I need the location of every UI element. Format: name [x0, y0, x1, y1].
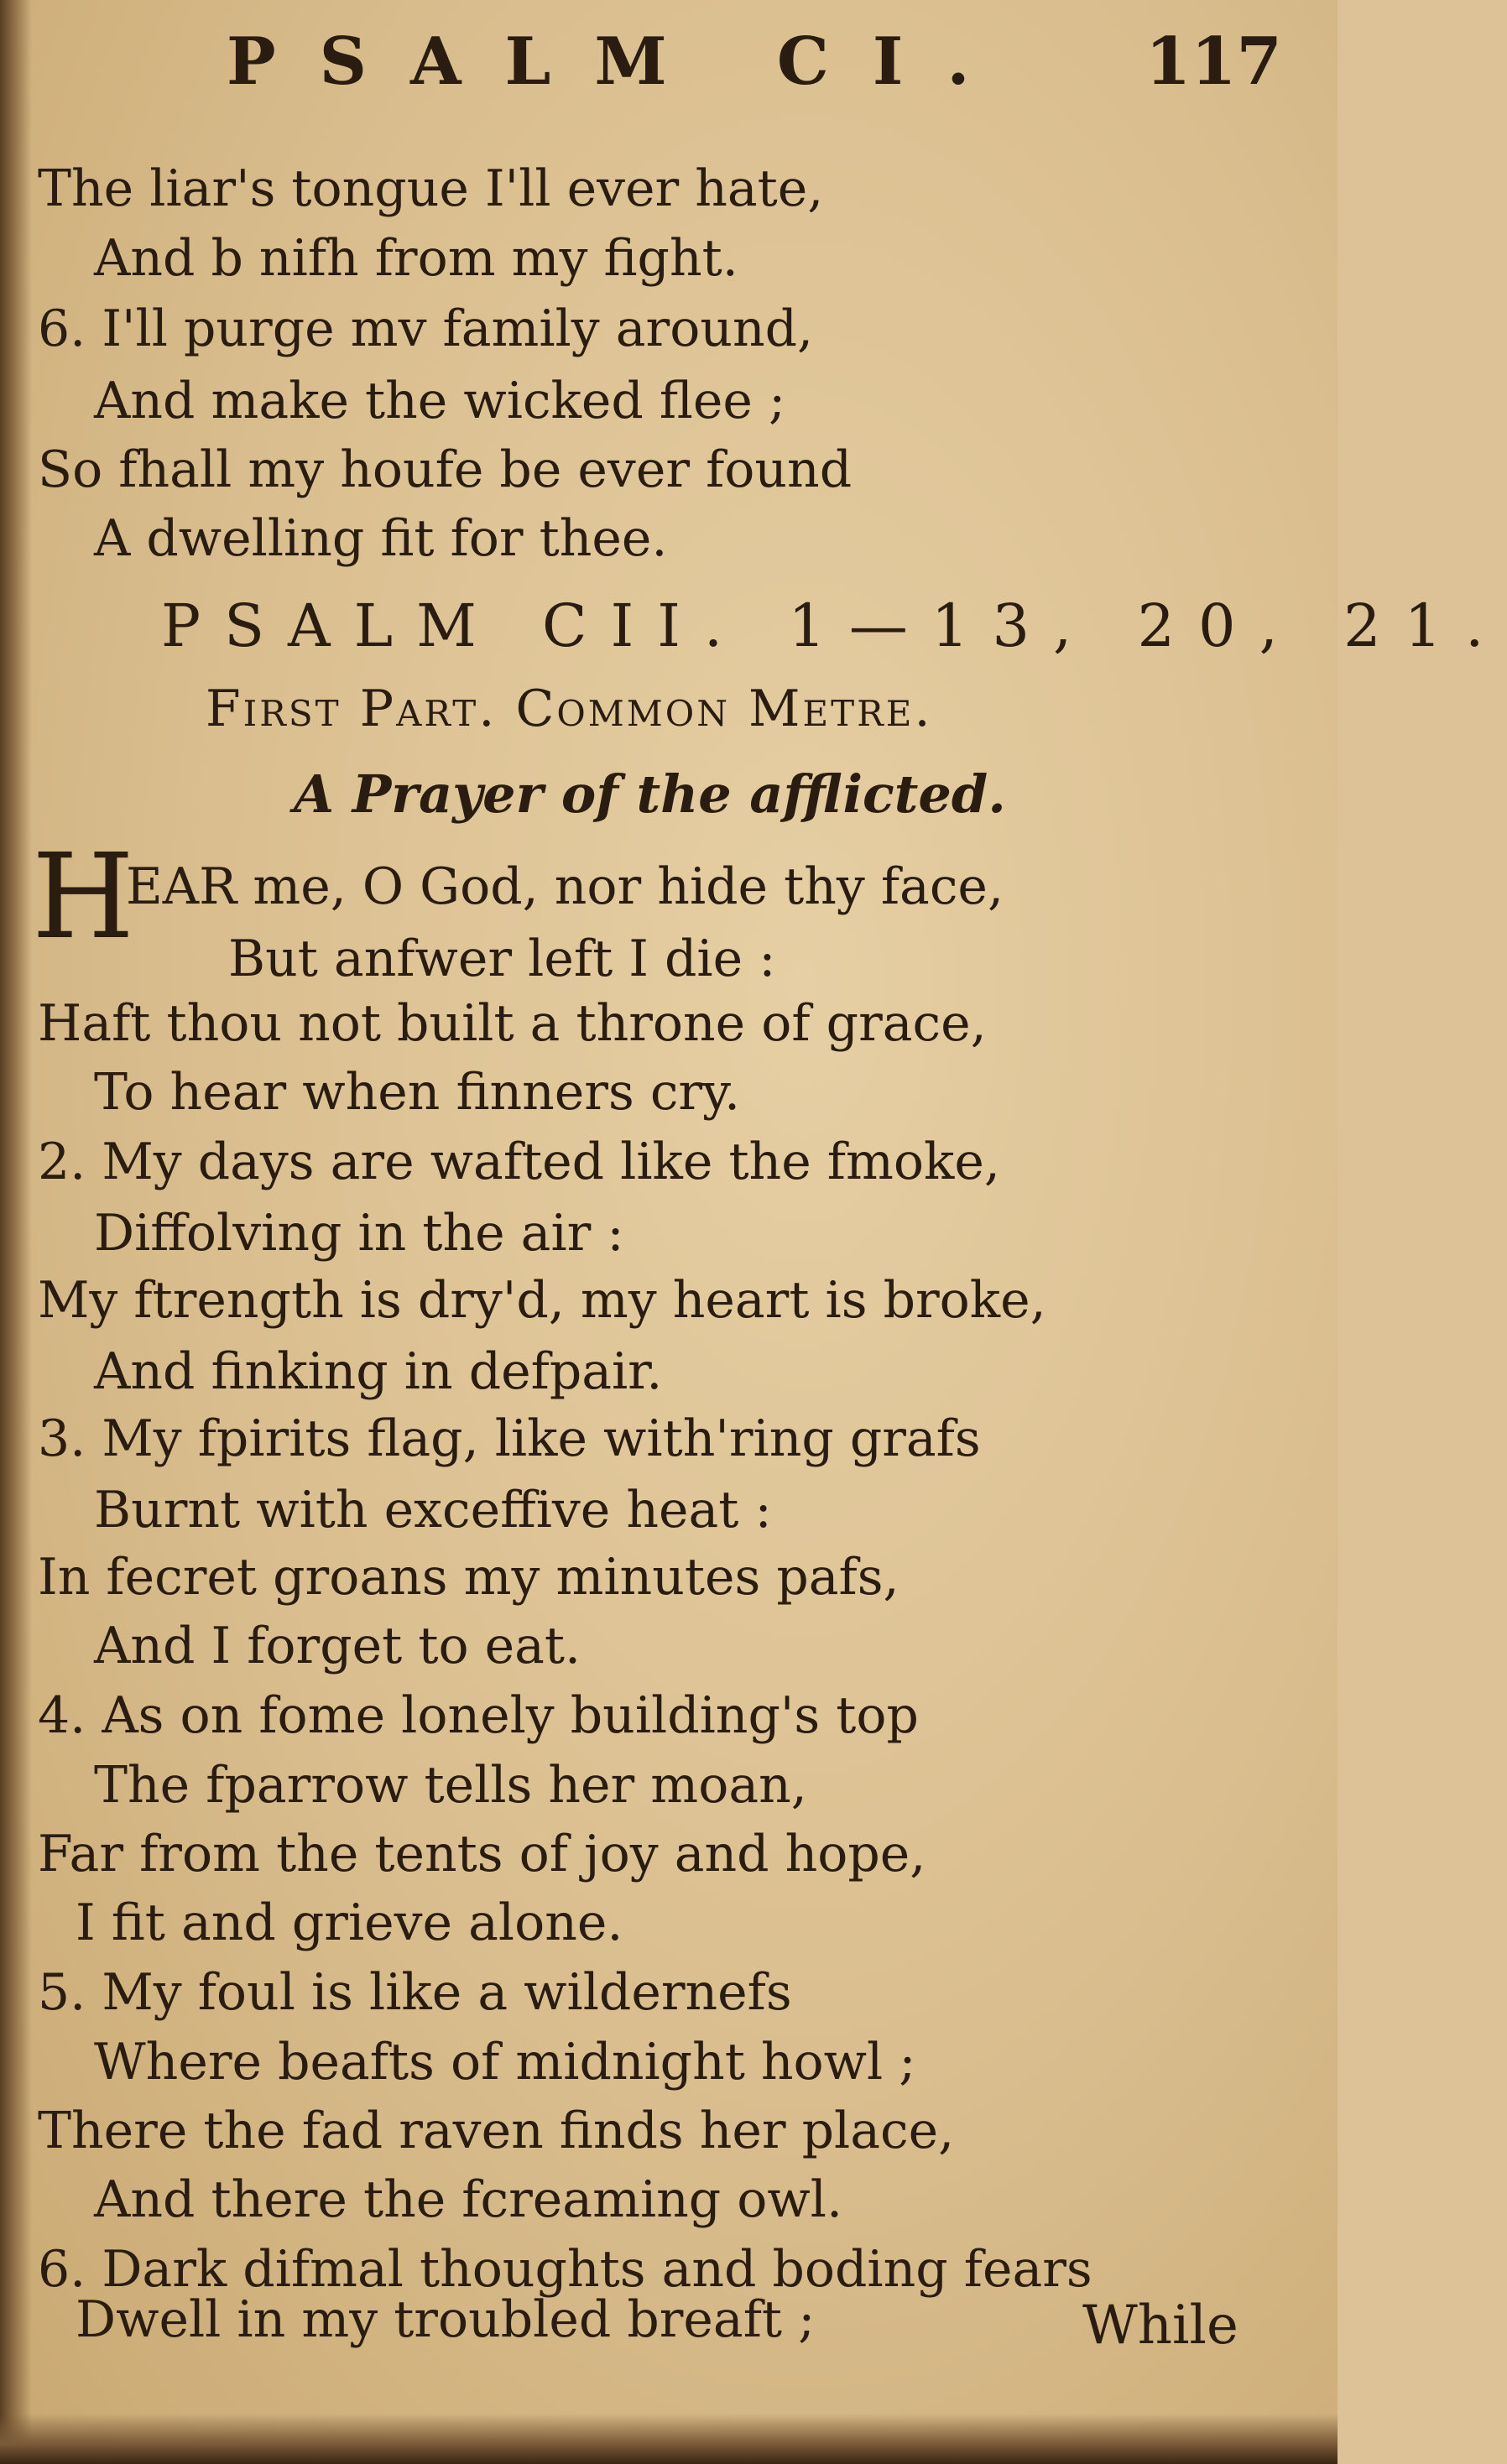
part-heading: First Part. Common Metre. — [206, 680, 933, 738]
verse-line: Where beafts of midnight howl ; — [94, 2033, 916, 2092]
verse-line: EAR me, O God, nor hide thy face, — [126, 857, 1004, 916]
verse-line: And I forget to eat. — [94, 1617, 581, 1675]
page-bottom-edge — [0, 2414, 1338, 2464]
verse-line: There the fad raven finds her place, — [38, 2102, 955, 2160]
verse-line: In fecret groans my minutes pafs, — [38, 1548, 900, 1607]
verse-line: And finking in defpair. — [94, 1342, 663, 1401]
verse-line: And make the wicked flee ; — [94, 372, 786, 430]
verse-line: Diffolving in the air : — [94, 1204, 624, 1263]
verse-line: Haft thou not built a throne of grace, — [38, 994, 987, 1053]
verse-line: 2. My days are wafted like the fmoke, — [38, 1133, 1000, 1191]
verse-line: And there the fcreaming owl. — [94, 2170, 843, 2229]
verse-line: 3. My fpirits flag, like with'ring grafs — [38, 1409, 981, 1468]
drop-capital: H — [32, 829, 135, 966]
catchword: While — [1082, 2295, 1238, 2357]
verse-line: And b nifh from my fight. — [94, 229, 738, 288]
verse-line: Dwell in my troubled breaft ; — [76, 2290, 816, 2349]
verse-line: My ftrength is dry'd, my heart is broke, — [38, 1271, 1046, 1330]
verse-line: 6. Dark difmal thoughts and boding fears — [38, 2240, 1092, 2299]
verse-line: But anfwer left I die : — [228, 930, 776, 988]
verse-line: A dwelling fit for thee. — [94, 509, 668, 568]
verse-line: Burnt with exceffive heat : — [94, 1481, 772, 1539]
page-gutter — [0, 0, 32, 2464]
verse-line: To hear when finners cry. — [94, 1063, 741, 1122]
page-number: 117 — [1145, 23, 1282, 100]
verse-line: The fparrow tells her moan, — [94, 1756, 807, 1815]
verse-line: 6. I'll purge mv family around, — [38, 300, 814, 358]
verse-line: I fit and grieve alone. — [76, 1894, 623, 1952]
verse-line: 4. As on fome lonely building's top — [38, 1686, 919, 1745]
psalm-heading: PSALM CII. 1—13, 20, 21. — [161, 591, 1507, 660]
verse-line: 5. My foul is like a wildernefs — [38, 1963, 792, 2022]
verse-line: Far from the tents of joy and hope, — [38, 1825, 926, 1883]
verse-line: The liar's tongue I'll ever hate, — [38, 159, 824, 218]
psalm-subtitle: A Prayer of the afflicted. — [294, 763, 1006, 825]
running-head: PSALM CI. — [227, 23, 1014, 100]
verse-line: So fhall my houfe be ever found — [38, 440, 853, 499]
